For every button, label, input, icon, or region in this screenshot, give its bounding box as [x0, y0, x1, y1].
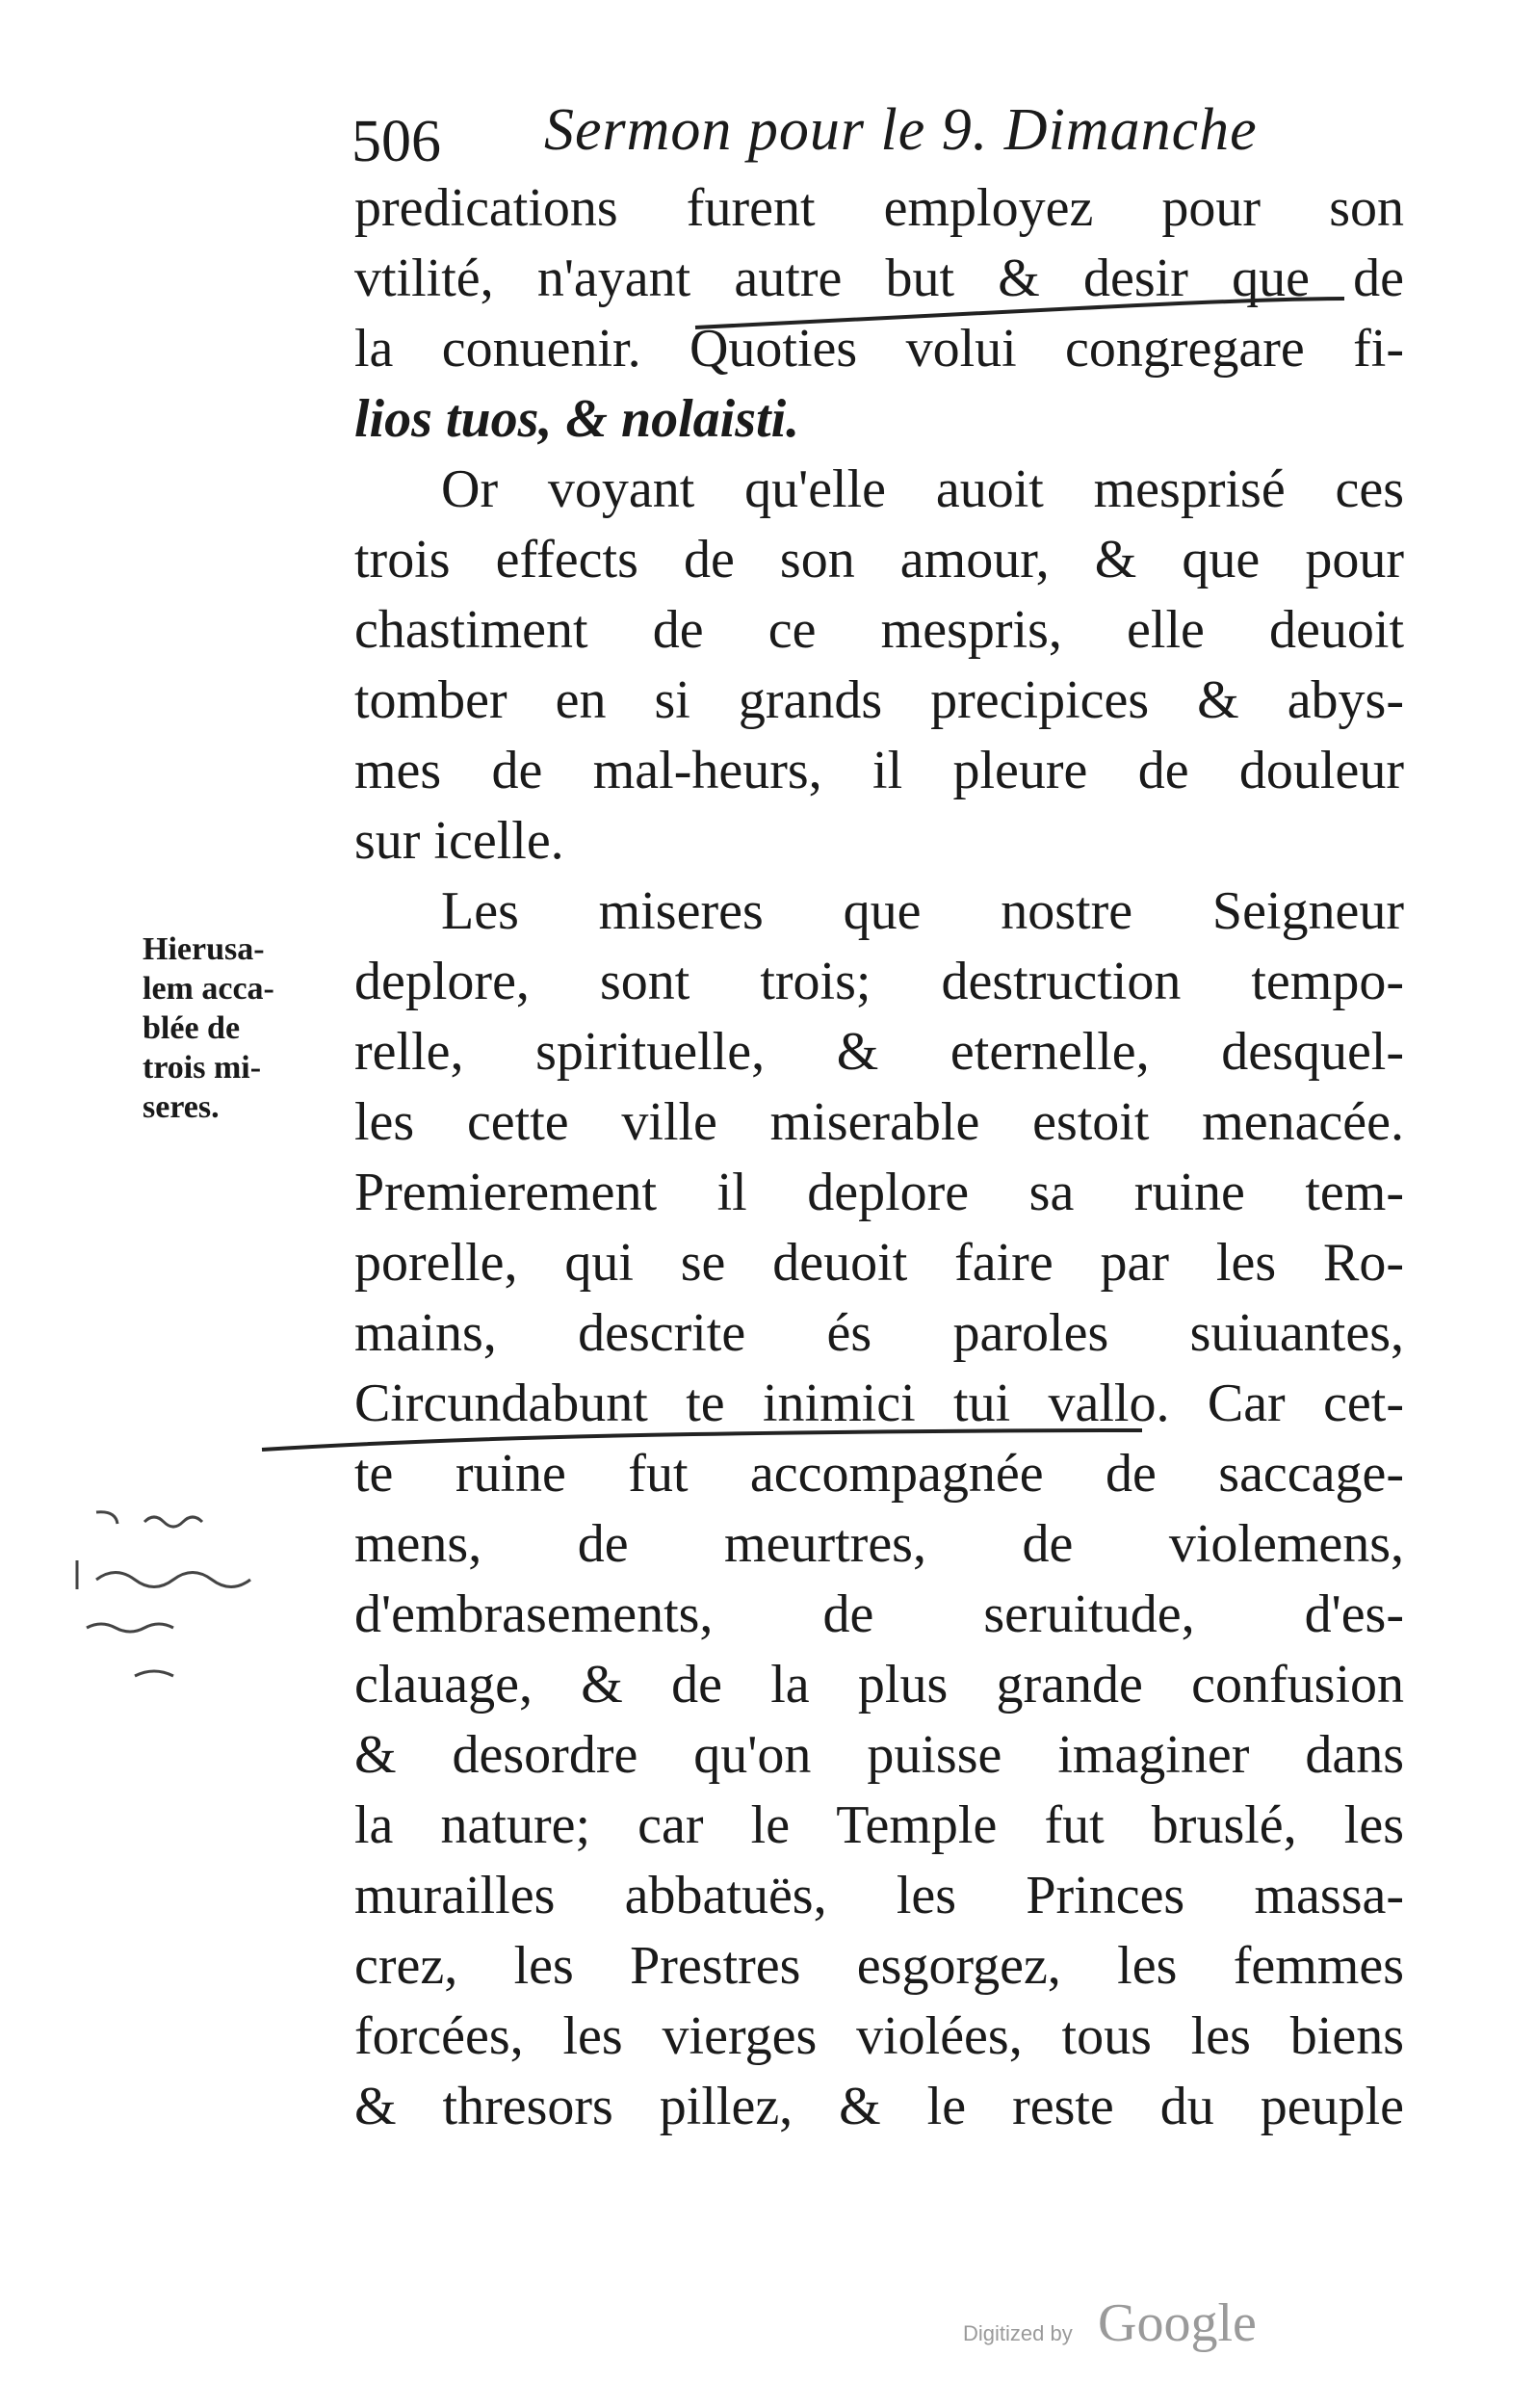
text-line: murailles abbatuës, les Princes massa- — [354, 1866, 1404, 1925]
text-line: vtilité, n'ayant autre but & desir que de — [354, 249, 1404, 308]
handwritten-underline — [260, 1421, 1146, 1459]
handwritten-underline — [693, 289, 1348, 337]
page-header — [351, 96, 1314, 173]
text-line: les cette ville miserable estoit menacée. — [354, 1092, 1404, 1152]
text-line: predications furent employez pour son — [354, 178, 1404, 238]
text-line: chastiment de ce mespris, elle deuoit — [354, 600, 1404, 660]
watermark-brand: Google — [1098, 2293, 1257, 2353]
text-line: la nature; car le Temple fut bruslé, les — [354, 1795, 1404, 1855]
text-line: Premierement il deplore sa ruine tem- — [354, 1163, 1404, 1222]
margin-note — [143, 929, 335, 1127]
body-text — [354, 173, 1404, 2142]
text-line: mens, de meurtres, de violemens, — [354, 1514, 1404, 1574]
text-line: & thresors pillez, & le reste du peuple — [354, 2077, 1404, 2136]
text-line: la conuenir. Quoties volui congregare fi- — [354, 319, 1404, 379]
text-line: deplore, sont trois; destruction tempo- — [354, 952, 1404, 1011]
text-line: Or voyant qu'elle auoit mesprisé ces — [441, 459, 1404, 519]
handwritten-scribble — [58, 1503, 347, 1714]
text-line: sur icelle. — [354, 811, 564, 871]
text-line: crez, les Prestres esgorgez, les femmes — [354, 1936, 1404, 1996]
text-line: tomber en si grands precipices & abys- — [354, 670, 1404, 730]
margin-note-line: lem acca- — [143, 971, 274, 1007]
text-line: Circundabunt te inimici tui vallo. Car cet- — [354, 1374, 1404, 1433]
text-line: relle, spirituelle, & eternelle, desquel- — [354, 1022, 1404, 1082]
text-line: lios tuos, & nolaisti. — [354, 389, 800, 449]
running-title: Sermon pour le 9. Dimanche — [544, 97, 1258, 163]
page-number: 506 — [351, 109, 441, 174]
watermark-prefix: Digitized by — [963, 2321, 1073, 2345]
text-line: porelle, qui se deuoit faire par les Ro- — [354, 1233, 1404, 1293]
text-line: trois effects de son amour, & que pour — [354, 530, 1404, 589]
digitized-watermark — [963, 2292, 1348, 2360]
margin-note-line: Hierusa- — [143, 931, 265, 967]
text-line: forcées, les vierges violées, tous les biens — [354, 2006, 1404, 2066]
margin-note-line: trois mi- — [143, 1050, 262, 1086]
margin-note-line: seres. — [143, 1089, 220, 1125]
margin-note-line: blée de — [143, 1010, 241, 1046]
text-line: Les miseres que nostre Seigneur — [441, 881, 1404, 941]
text-line: mains, descrite és paroles suiuantes, — [354, 1303, 1404, 1363]
text-line: clauage, & de la plus grande confusion — [354, 1655, 1404, 1714]
text-line: te ruine fut accompagnée de saccage- — [354, 1444, 1404, 1504]
text-line: d'embrasements, de seruitude, d'es- — [354, 1584, 1404, 1644]
text-line: mes de mal-heurs, il pleure de douleur — [354, 741, 1404, 800]
text-line: & desordre qu'on puisse imaginer dans — [354, 1725, 1404, 1785]
